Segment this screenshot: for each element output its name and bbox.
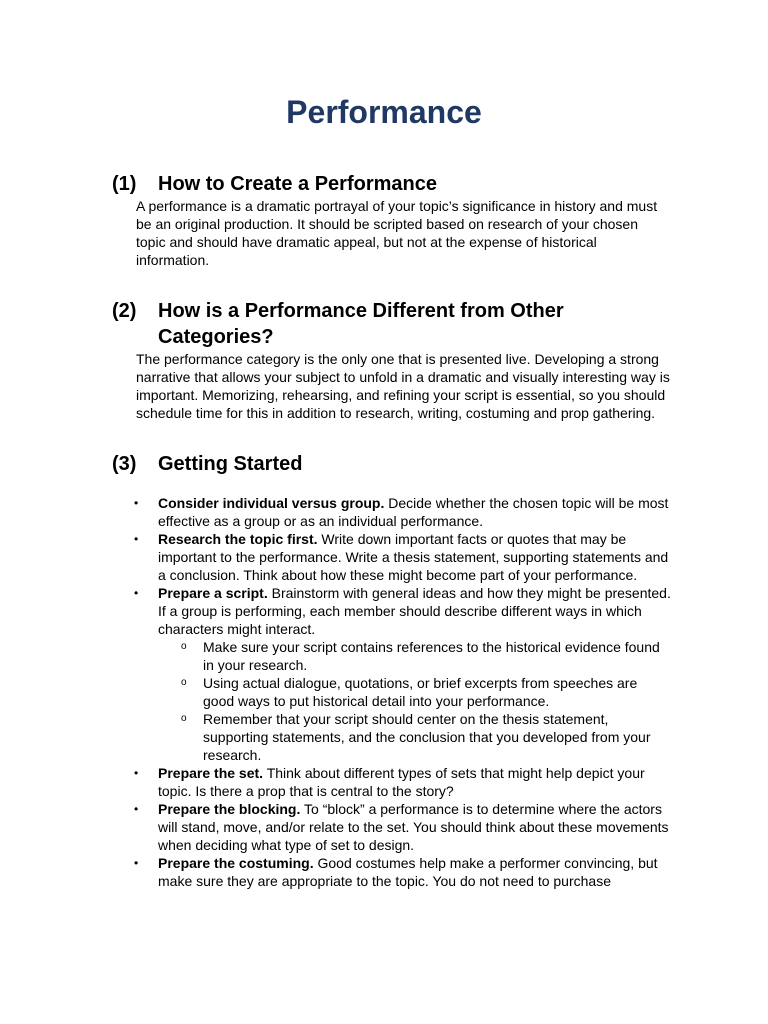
bullet-lead: Research the topic first. — [158, 531, 318, 547]
bullet-lead: Prepare the blocking. — [158, 801, 301, 817]
section-how-to-create — [112, 171, 672, 269]
section-body: The performance category is the only one that is presented live. Developing a strong narrative that allows your subject to unfold in a dramatic and visually interesting way is important. Memorizing, rehearsing, and refining your script is essential, so you should schedule time for this in addition to research, writing, costuming and prop gathering. — [136, 351, 670, 421]
section-heading — [112, 171, 672, 197]
bullet-lead: Consider individual versus group. — [158, 495, 385, 511]
sub-bullet-text: Remember that your script should center on the thesis statement, supporting statements, and the conclusion that you developed from your research. — [203, 711, 651, 763]
bullet-marker: • — [134, 802, 139, 816]
bullet-lead: Prepare the set. — [158, 765, 264, 781]
section-number: (2) — [112, 300, 137, 322]
section-getting-started — [112, 451, 672, 477]
list-item — [112, 530, 672, 584]
section-body: A performance is a dramatic portrayal of your topic’s significance in history and must be an original production. It should be scripted based on research of your chosen topic and should have dramatic appeal, but not at the expense of historical information. — [136, 198, 658, 268]
sub-bullet-marker: o — [181, 641, 187, 652]
bullet-marker: • — [134, 532, 139, 546]
section-number: (3) — [112, 453, 137, 475]
bullet-marker: • — [134, 856, 139, 870]
sub-bullet-text: Make sure your script contains references to the historical evidence found in your research. — [203, 639, 660, 673]
sub-list-item — [112, 638, 672, 674]
list-item — [112, 854, 672, 890]
sub-bullet-text: Using actual dialogue, quotations, or brief excerpts from speeches are good ways to put historical detail into your performance. — [203, 675, 638, 709]
section-how-different — [112, 298, 672, 422]
sub-bullet-marker: o — [181, 677, 187, 688]
page-title: Performance — [286, 94, 482, 130]
list-item — [112, 494, 672, 530]
bullet-marker: • — [134, 766, 139, 780]
sub-list-item — [112, 710, 672, 764]
getting-started-list — [112, 494, 672, 890]
sub-bullet-marker: o — [181, 713, 187, 724]
list-item — [112, 584, 672, 638]
list-item — [112, 800, 672, 854]
sub-list-item — [112, 674, 672, 710]
bullet-text: Write down important facts or quotes that may be important to the performance. Write a thesis statement, supporting statements and a conclusion. Think about how these might become part of your performance. — [158, 531, 669, 583]
section-heading — [112, 451, 672, 477]
section-heading-text: Getting Started — [158, 453, 303, 475]
section-heading-text: How to Create a Performance — [158, 173, 437, 195]
bullet-text: Decide whether the chosen topic will be most effective as a group or as an individual performance. — [158, 495, 669, 529]
list-item — [112, 764, 672, 800]
bullet-text: Good costumes help make a performer convincing, but make sure they are appropriate to the topic. You do not need to purchase — [158, 855, 658, 889]
bullet-marker: • — [134, 496, 139, 510]
section-heading-text: How is a Performance Different from Other Categories? — [158, 300, 564, 348]
section-number: (1) — [112, 173, 137, 195]
bullet-text: Think about different types of sets that might help depict your topic. Is there a prop that is central to the story? — [158, 765, 645, 799]
bullet-marker: • — [134, 586, 139, 600]
bullet-text: Brainstorm with general ideas and how they might be presented. If a group is performing, each member should describe different ways in which characters might interact. — [158, 585, 671, 637]
bullet-lead: Prepare a script. — [158, 585, 268, 601]
bullet-lead: Prepare the costuming. — [158, 855, 314, 871]
section-heading — [112, 298, 672, 350]
bullet-text: To “block” a performance is to determine where the actors will stand, move, and/or relate to the set. You should think about these movements when deciding what type of set to design. — [158, 801, 669, 853]
